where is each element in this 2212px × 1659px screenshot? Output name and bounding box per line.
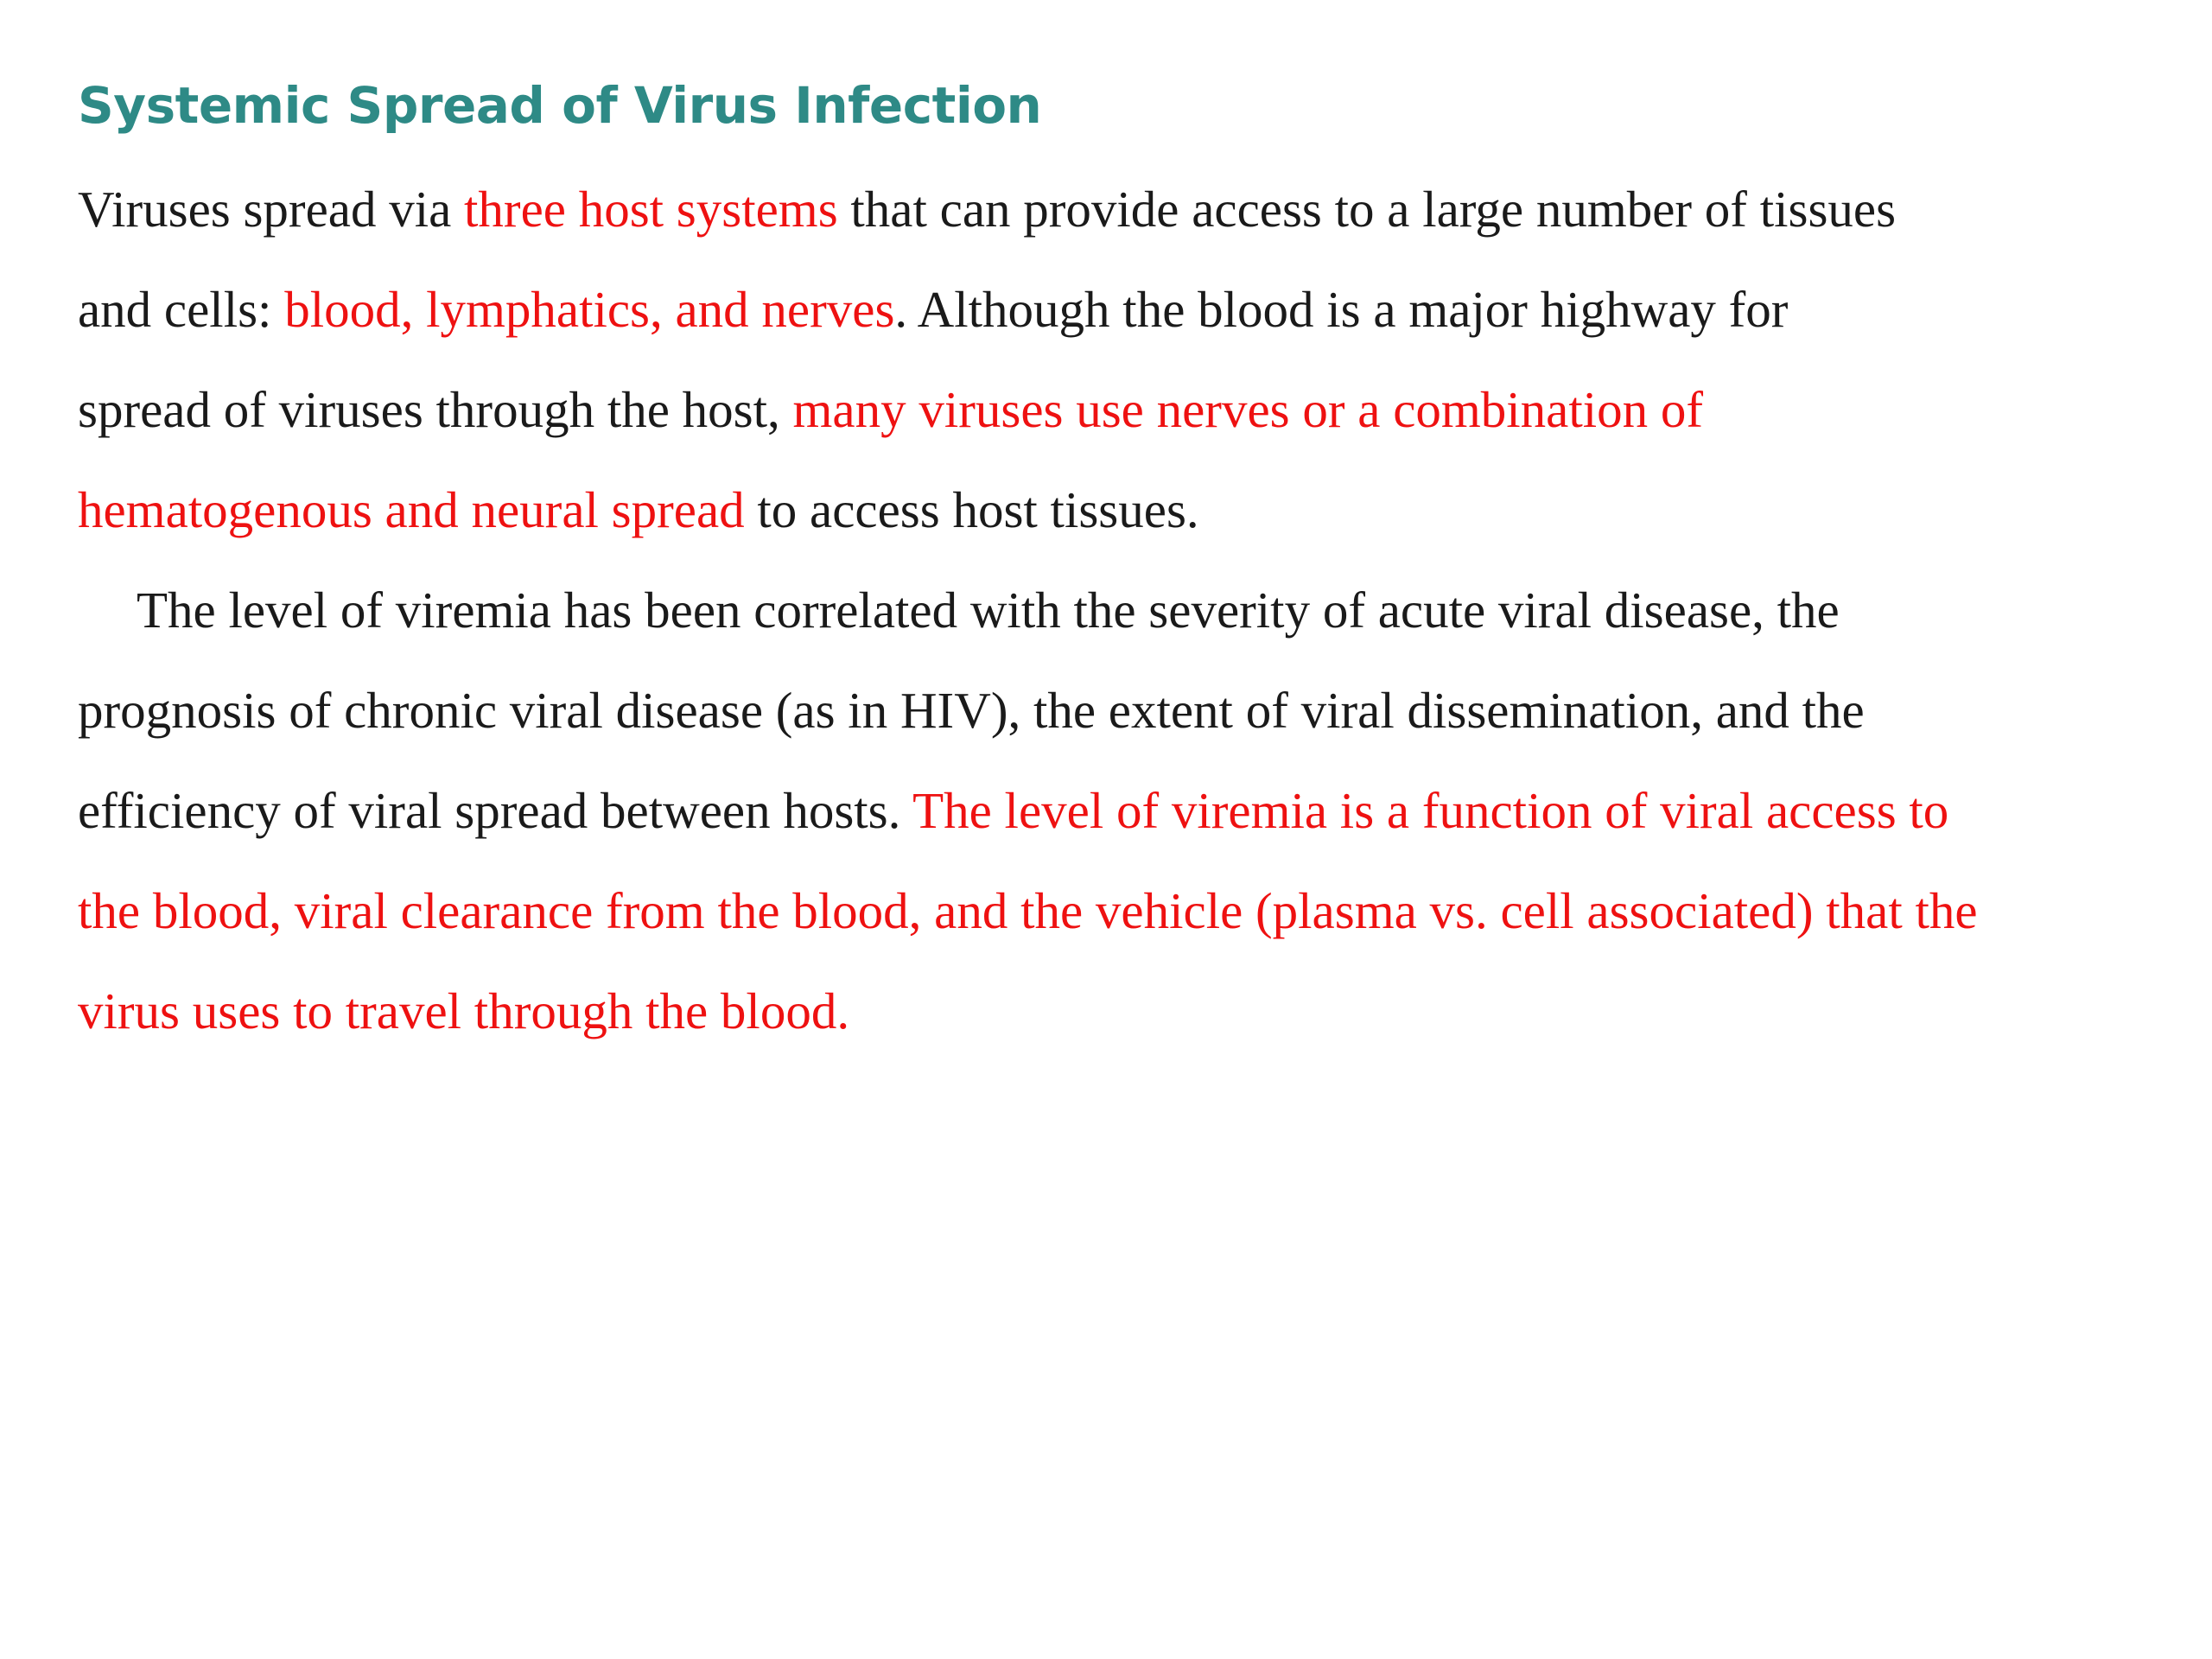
highlighted-text: hematogenous and neural spread	[78, 481, 745, 538]
text-line	[78, 359, 2186, 460]
text-line: prognosis of chronic viral disease (as in HIV), the extent of viral dissemination, and the	[78, 682, 1865, 739]
text-run: spread of viruses through the host,	[78, 381, 793, 438]
slide-body	[78, 159, 2186, 1061]
paragraph-viremia	[78, 560, 2186, 1061]
highlighted-text: many viruses use nerves or a combination of	[792, 381, 1704, 438]
text-line	[78, 159, 2186, 259]
text-line	[78, 259, 2186, 359]
highlighted-text: blood, lymphatics, and nerves	[284, 281, 895, 338]
text-line	[78, 460, 2186, 560]
text-run: efficiency of viral spread between hosts.	[78, 782, 913, 839]
highlighted-text: three host systems	[464, 181, 838, 238]
text-line	[78, 760, 2186, 861]
paragraph-systemic-spread	[78, 159, 2186, 560]
text-run: to access host tissues.	[744, 481, 1199, 538]
text-run: and cells:	[78, 281, 285, 338]
highlighted-text-line: the blood, viral clearance from the blood, and the vehicle (plasma vs. cell associated) that the	[78, 882, 1978, 939]
highlighted-text-line: virus uses to travel through the blood.	[78, 982, 850, 1039]
text-line: The level of viremia has been correlated with the severity of acute viral disease, the	[137, 582, 1840, 639]
slide-title: Systemic Spread of Virus Infection	[78, 76, 1042, 135]
highlighted-text: The level of viremia is a function of viral access to	[912, 782, 1949, 839]
text-run: Viruses spread via	[78, 181, 465, 238]
text-run: that can provide access to a large number of tissues	[837, 181, 1897, 238]
text-run: . Although the blood is a major highway for	[894, 281, 1789, 338]
